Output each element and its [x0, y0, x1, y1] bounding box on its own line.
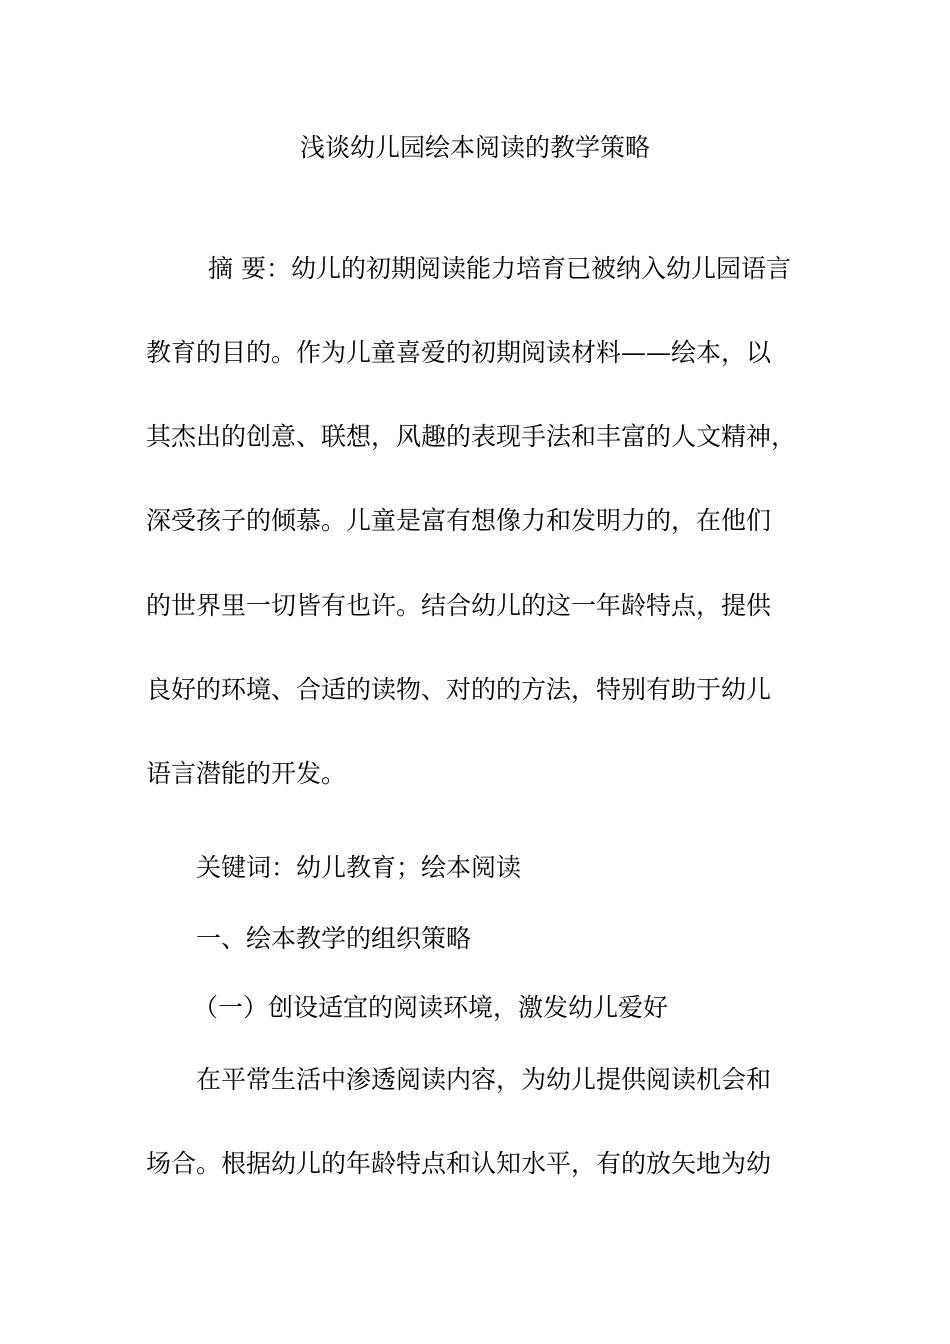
keywords-line: 关键词：幼儿教育；绘本阅读 [196, 853, 522, 882]
subsection-heading: （一）创设适宜的阅读环境，激发幼儿爱好 [193, 993, 669, 1022]
abstract-line-7: 语言潜能的开发。 [146, 759, 347, 788]
abstract-line-6: 良好的环境、合适的读物、对的的方法，特别有助于幼儿 [146, 675, 772, 704]
abstract-line-2: 教育的目的。作为儿童喜爱的初期阅读材料——绘本，以 [146, 338, 772, 367]
body-line-1: 在平常生活中渗透阅读内容，为幼儿提供阅读机会和 [196, 1065, 772, 1094]
abstract-line-3: 其杰出的创意、联想，风趣的表现手法和丰富的人文精神， [146, 422, 797, 451]
abstract-line-4: 深受孩子的倾慕。儿童是富有想像力和发明力的，在他们 [146, 506, 772, 535]
abstract-line-1: 摘 要：幼儿的初期阅读能力培育已被纳入幼儿园语言 [208, 254, 791, 283]
abstract-line-5: 的世界里一切皆有也许。结合幼儿的这一年龄特点，提供 [146, 591, 772, 620]
document-title: 浅谈幼儿园绘本阅读的教学策略 [299, 133, 650, 162]
body-line-2: 场合。根据幼儿的年龄特点和认知水平，有的放矢地为幼 [146, 1149, 772, 1178]
section-heading: 一、绘本教学的组织策略 [196, 924, 472, 953]
